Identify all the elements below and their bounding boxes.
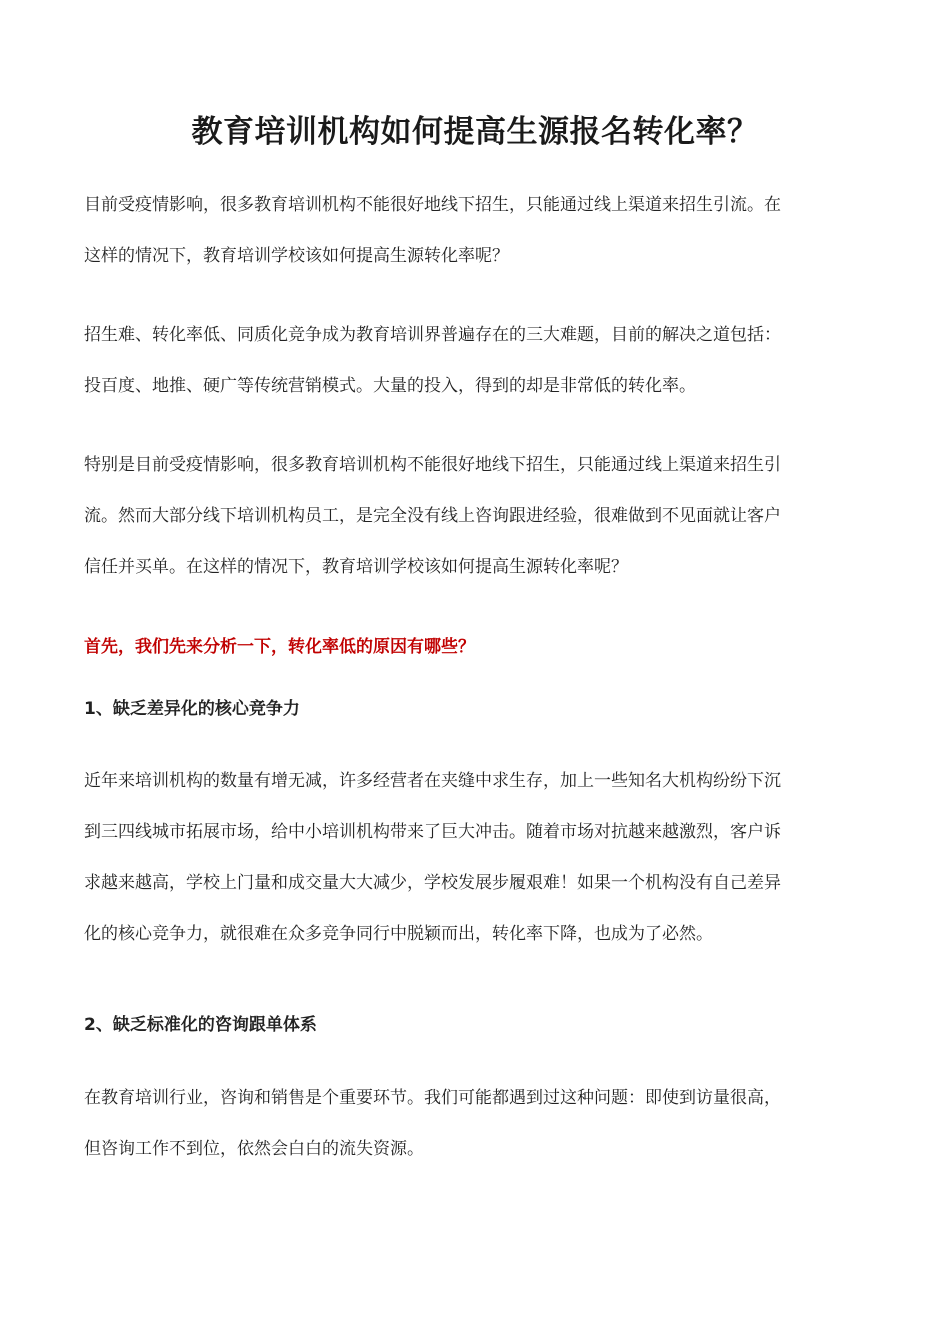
pandemic-paragraph	[84, 440, 874, 593]
intro-paragraph	[84, 180, 874, 282]
paragraph-line: 招生难、转化率低、同质化竞争成为教育培训界普遍存在的三大难题，目前的解决之道包括：	[84, 325, 781, 345]
section-1-heading: 1、缺乏差异化的核心竞争力	[84, 699, 300, 719]
section-2-paragraph	[84, 1073, 874, 1175]
paragraph-line: 投百度、地推、硬广等传统营销模式。大量的投入，得到的却是非常低的转化率。	[84, 376, 696, 396]
paragraph-line: 流。然而大部分线下培训机构员工，是完全没有线上咨询跟进经验，很难做到不见面就让客户	[84, 506, 781, 526]
analysis-heading: 首先，我们先来分析一下，转化率低的原因有哪些？	[84, 637, 475, 657]
paragraph-line: 特别是目前受疫情影响，很多教育培训机构不能很好地线下招生，只能通过线上渠道来招生引	[84, 455, 781, 475]
section-2-heading: 2、缺乏标准化的咨询跟单体系	[84, 1015, 317, 1035]
paragraph-line: 在教育培训行业，咨询和销售是个重要环节。我们可能都遇到过这种问题：即使到访量很高，	[84, 1088, 781, 1108]
paragraph-line: 目前受疫情影响，很多教育培训机构不能很好地线下招生，只能通过线上渠道来招生引流。在	[84, 195, 781, 215]
paragraph-line: 到三四线城市拓展市场，给中小培训机构带来了巨大冲击。随着市场对抗越来越激烈，客户诉	[84, 822, 781, 842]
paragraph-line: 求越来越高，学校上门量和成交量大大减少，学校发展步履艰难！如果一个机构没有自己差异	[84, 873, 781, 893]
challenges-paragraph	[84, 310, 874, 412]
paragraph-line: 近年来培训机构的数量有增无减，许多经营者在夹缝中求生存，加上一些知名大机构纷纷下沉	[84, 771, 781, 791]
paragraph-line: 化的核心竞争力，就很难在众多竞争同行中脱颖而出，转化率下降，也成为了必然。	[84, 924, 713, 944]
paragraph-line: 信任并买单。在这样的情况下，教育培训学校该如何提高生源转化率呢？	[84, 557, 628, 577]
page-title: 教育培训机构如何提高生源报名转化率？	[191, 114, 759, 150]
paragraph-line: 这样的情况下，教育培训学校该如何提高生源转化率呢？	[84, 246, 509, 266]
section-1-paragraph	[84, 756, 874, 960]
paragraph-line: 但咨询工作不到位，依然会白白的流失资源。	[84, 1139, 424, 1159]
